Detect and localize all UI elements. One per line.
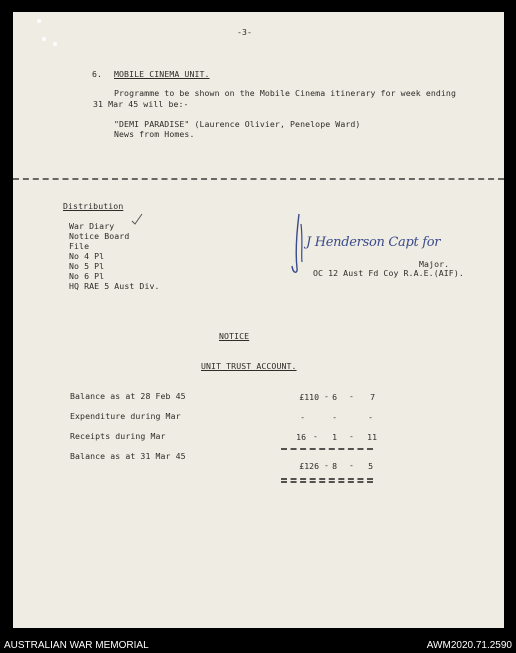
signature-unit: OC 12 Aust Fd Coy R.A.E.(AIF). [313, 268, 464, 278]
account-label: Balance as at 31 Mar 45 [70, 451, 186, 461]
distribution-heading: Distribution [63, 201, 124, 211]
separator: - [313, 431, 319, 441]
separator: - [349, 391, 355, 401]
distribution-item: HQ RAE 5 Aust Div. [69, 281, 160, 291]
signature-rank: Major. [419, 259, 450, 269]
distribution-item: War Diary [69, 221, 115, 231]
punch-hole [37, 19, 41, 23]
footer-catalogue-id: AWM2020.71.2590 [426, 640, 512, 651]
punch-hole [42, 37, 46, 41]
amount-shillings: 1 [332, 432, 337, 442]
amount-pounds: 16 [296, 432, 306, 442]
notice-heading: NOTICE [219, 331, 250, 341]
distribution-item: No 6 Pl [69, 271, 105, 281]
body-line: Programme to be shown on the Mobile Cinema itinerary for week ending [114, 88, 456, 98]
page-number: -3- [237, 27, 253, 37]
document-page [13, 12, 504, 628]
amount-pence: 7 [370, 392, 375, 402]
distribution-item: File [69, 241, 90, 251]
amount-pounds: £126 [299, 461, 319, 471]
separator: - [349, 460, 355, 470]
amount-shillings: 6 [332, 392, 337, 402]
account-label: Balance as at 28 Feb 45 [70, 391, 186, 401]
section-divider [13, 178, 504, 180]
amount-pence: 11 [367, 432, 377, 442]
distribution-item: No 5 Pl [69, 261, 105, 271]
film-title: News from Homes. [114, 129, 195, 139]
section-heading: MOBILE CINEMA UNIT. [114, 69, 210, 79]
footer-institution: AUSTRALIAN WAR MEMORIAL [4, 640, 149, 651]
distribution-item: Notice Board [69, 231, 130, 241]
total-rule-bottom [281, 481, 373, 483]
separator: - [324, 460, 330, 470]
amount-pence: 5 [368, 461, 373, 471]
distribution-item: No 4 Pl [69, 251, 105, 261]
signature-text: J Henderson Capt for [306, 235, 441, 250]
total-rule-top [281, 448, 373, 450]
section-number: 6. [92, 69, 103, 79]
account-label: Receipts during Mar [70, 431, 166, 441]
amount-shillings: - [332, 412, 337, 422]
tick-mark [131, 212, 143, 226]
punch-hole [53, 42, 57, 46]
separator: - [324, 391, 330, 401]
total-rule-bottom [281, 478, 373, 480]
body-line: 31 Mar 45 will be:- [93, 99, 189, 109]
amount-pounds: £110 [299, 392, 319, 402]
amount-shillings: 8 [332, 461, 337, 471]
amount-pounds: - [300, 412, 305, 422]
archive-footer [0, 638, 516, 653]
amount-pence: - [368, 412, 373, 422]
account-label: Expenditure during Mar [70, 411, 181, 421]
separator: - [349, 431, 355, 441]
notice-subheading: UNIT TRUST ACCOUNT. [201, 361, 297, 371]
film-title: "DEMI PARADISE" (Laurence Olivier, Penelope Ward) [114, 119, 361, 129]
